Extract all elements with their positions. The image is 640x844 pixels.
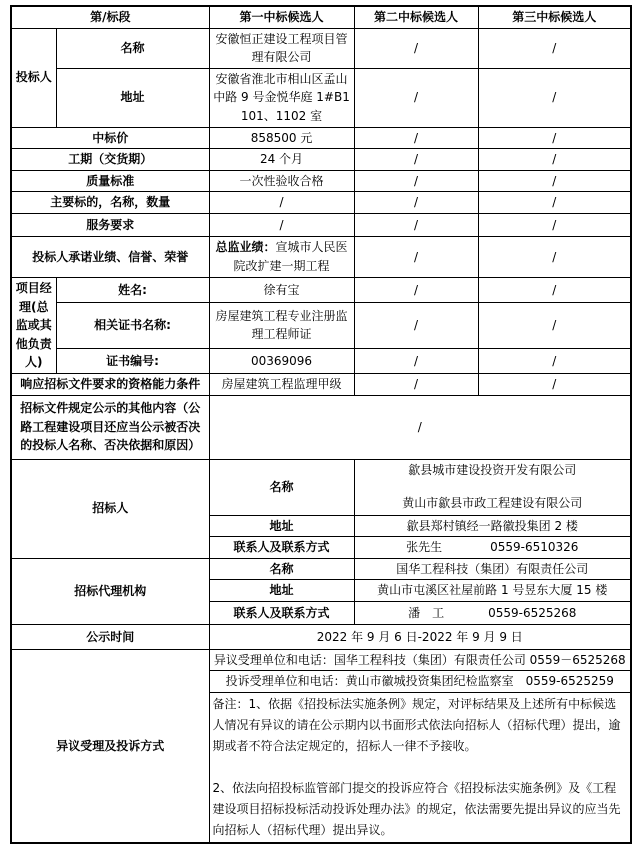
- manager-cert-label: 相关证书名称:: [56, 302, 209, 348]
- slash-cell: /: [354, 127, 478, 149]
- header-third-candidate: 第三中标候选人: [478, 6, 631, 28]
- table-row: [11, 395, 631, 459]
- agency-name-value: 国华工程科技（集团）有限责任公司: [354, 558, 631, 580]
- tenderee-name-label: 名称: [209, 459, 354, 515]
- header-second-candidate: 第二中标候选人: [354, 6, 478, 28]
- achievement-label: 投标人承诺业绩、信誉、荣誉: [11, 236, 209, 277]
- header-first-candidate: 第一中标候选人: [209, 6, 354, 28]
- bidder-group-label: 投标人: [11, 28, 56, 127]
- duration-label: 工期（交货期）: [11, 149, 209, 171]
- tenderee-address-value: 歙县郑村镇经一路徽投集团 2 楼: [354, 515, 631, 537]
- slash-cell: /: [354, 349, 478, 374]
- tenderee-address-label: 地址: [209, 515, 354, 537]
- duration-value: 24 个月: [209, 149, 354, 171]
- slash-cell: /: [478, 373, 631, 395]
- header-section-label: 第/标段: [11, 6, 209, 28]
- objection-unit-line: 异议受理单位和电话：国华工程科技（集团）有限责任公司 0559－6525268: [209, 649, 631, 671]
- table-row: [11, 373, 631, 395]
- agency-address-value: 黄山市屯溪区社屋前路 1 号昱东大厦 15 楼: [354, 580, 631, 602]
- objection-note-1: 备注：1、依据《招投标法实施条例》规定，对评标结果及上述所有中标候选人情况有异议的请在公示期内以书面形式依法向招标人（招标代理）提出，逾期或者不符合法定规定的，招标人一律不予接收。: [212, 697, 621, 754]
- achievement-value: [209, 236, 354, 277]
- tenderee-contact-label: 联系人及联系方式: [209, 537, 354, 559]
- table-row: [11, 558, 631, 580]
- agency-name-label: 名称: [209, 558, 354, 580]
- service-label: 服务要求: [11, 213, 209, 236]
- table-row: [11, 349, 631, 374]
- agency-group-label: 招标代理机构: [11, 558, 209, 624]
- slash-cell: /: [354, 277, 478, 302]
- other-content-label: 招标文件规定公示的其他内容（公路工程建设项目还应当公示被否决的投标人名称、否决依据和原因）: [11, 395, 209, 459]
- slash-cell: /: [478, 213, 631, 236]
- manager-certno-value: 00369096: [209, 349, 354, 374]
- slash-cell: /: [478, 302, 631, 348]
- table-row: [11, 6, 631, 28]
- slash-cell: /: [354, 192, 478, 214]
- tenderee-group-label: 招标人: [11, 459, 209, 558]
- manager-name-label: 姓名:: [56, 277, 209, 302]
- slash-cell: /: [478, 170, 631, 192]
- tenderee-name-line1: 歙县城市建设投资开发有限公司: [408, 463, 577, 478]
- table-row: [11, 170, 631, 192]
- quality-label: 质量标准: [11, 170, 209, 192]
- tenderee-contact-phone: 0559-6510326: [490, 540, 579, 555]
- slash-cell: /: [478, 149, 631, 171]
- objection-group-label: 异议受理及投诉方式: [11, 649, 209, 843]
- subject-label: 主要标的，名称，数量: [11, 192, 209, 214]
- slash-cell: /: [209, 213, 354, 236]
- tenderee-name-line2: 黄山市歙县市政工程建设有限公司: [402, 496, 583, 510]
- other-content-value: /: [209, 395, 631, 459]
- agency-contact-phone: 0559-6525268: [488, 605, 577, 620]
- table-row: [11, 68, 631, 127]
- slash-cell: /: [478, 127, 631, 149]
- table-row: [11, 127, 631, 149]
- bidder-name-label: 名称: [56, 28, 209, 68]
- table-row: [11, 649, 631, 671]
- slash-cell: /: [478, 277, 631, 302]
- achievement-text: 宣城市人民医院改扩建一期工程: [233, 240, 348, 273]
- note-spacer: [213, 757, 628, 778]
- table-row: [11, 277, 631, 302]
- table-row: [11, 149, 631, 171]
- qualification-label: 响应招标文件要求的资格能力条件: [11, 373, 209, 395]
- slash-cell: /: [354, 149, 478, 171]
- publicity-label: 公示时间: [11, 624, 209, 649]
- agency-address-label: 地址: [209, 580, 354, 602]
- bidder-name-value: 安徽恒正建设工程项目管理有限公司: [209, 28, 354, 68]
- slash-cell: /: [209, 192, 354, 214]
- table-row: [11, 213, 631, 236]
- table-row: [11, 624, 631, 649]
- slash-cell: /: [354, 373, 478, 395]
- agency-contact-label: 联系人及联系方式: [209, 601, 354, 624]
- table-row: [11, 459, 631, 515]
- manager-group-label: 项目经理(总监或其他负责人): [11, 277, 56, 373]
- quality-value: 一次性验收合格: [209, 170, 354, 192]
- tenderee-contact-person: 张先生: [406, 540, 443, 555]
- slash-cell: /: [354, 28, 478, 68]
- slash-cell: /: [478, 236, 631, 277]
- slash-cell: /: [354, 213, 478, 236]
- price-value: 858500 元: [209, 127, 354, 149]
- slash-cell: /: [354, 68, 478, 127]
- price-label: 中标价: [11, 127, 209, 149]
- qualification-value: 房屋建筑工程监理甲级: [209, 373, 354, 395]
- slash-cell: /: [354, 236, 478, 277]
- slash-cell: /: [478, 349, 631, 374]
- objection-notes-cell: [209, 693, 631, 844]
- achievement-prefix: 总监业绩：: [215, 240, 276, 255]
- table-row: [11, 28, 631, 68]
- table-row: [11, 236, 631, 277]
- agency-contact-person: 潘 工: [408, 605, 445, 620]
- manager-cert-value: 房屋建筑工程专业注册监理工程师证: [209, 302, 354, 348]
- slash-cell: /: [478, 192, 631, 214]
- tenderee-contact-value: [354, 537, 631, 559]
- slash-cell: /: [354, 302, 478, 348]
- manager-name-value: 徐有宝: [209, 277, 354, 302]
- complaint-unit-line: 投诉受理单位和电话：黄山市徽城投资集团纪检监察室 0559-6525259: [209, 671, 631, 693]
- bidder-address-value: 安徽省淮北市相山区孟山中路 9 号金悦华庭 1#B1101、1102 室: [209, 68, 354, 127]
- publicity-value: 2022 年 9 月 6 日-2022 年 9 月 9 日: [209, 624, 631, 649]
- slash-cell: /: [354, 170, 478, 192]
- slash-cell: /: [478, 28, 631, 68]
- table-row: [11, 192, 631, 214]
- manager-certno-label: 证书编号:: [56, 349, 209, 374]
- bid-candidates-table: [10, 5, 632, 844]
- agency-contact-value: [354, 601, 631, 624]
- slash-cell: /: [478, 68, 631, 127]
- table-row: [11, 302, 631, 348]
- objection-note-2: 2、依法向招投标监管部门提交的投诉应符合《招投标法实施条例》及《工程建设项目招标投标活动投诉处理办法》的规定，依法需要先提出异议的应当先向招标人（招标代理）提出异议。: [212, 781, 621, 838]
- bidder-address-label: 地址: [56, 68, 209, 127]
- tenderee-name-value: [354, 459, 631, 515]
